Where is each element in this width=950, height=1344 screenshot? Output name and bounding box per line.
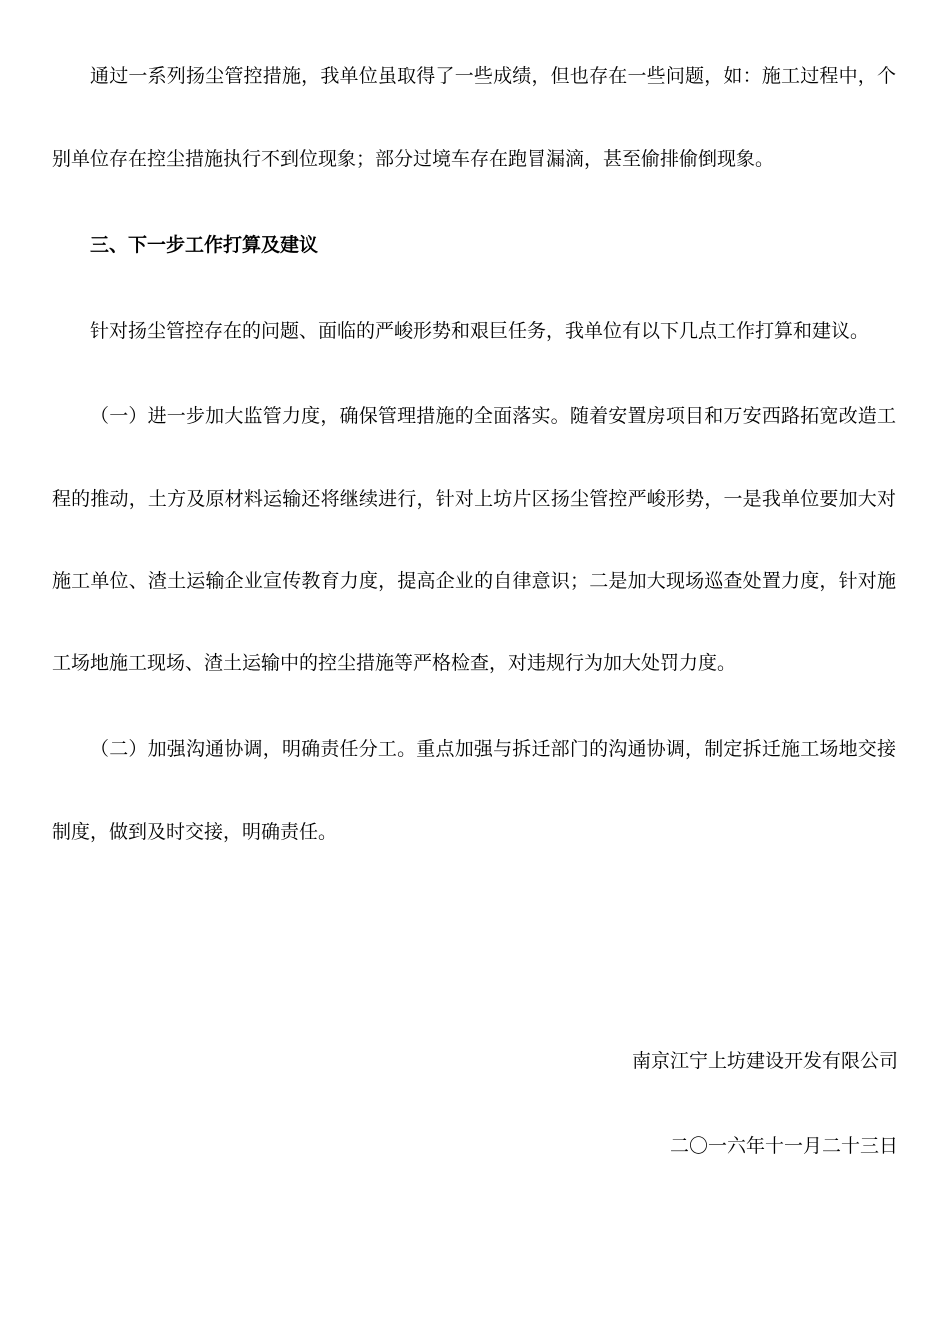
item-1-line-4: 工场地施工现场、渣土运输中的控尘措施等严格检查，对违规行为加大处罚力度。 [52,652,737,674]
signature-organization: 南京江宁上坊建设开发有限公司 [631,1050,898,1072]
item-1-line-2: 程的推动，土方及原材料运输还将继续进行，针对上坊片区扬尘管控严峻形势，一是我单位要加大对 [52,488,896,510]
paragraph-1-line-2: 别单位存在控尘措施执行不到位现象；部分过境车存在跑冒漏滴，甚至偷排偷倒现象。 [52,148,775,170]
item-1-line-1: （一）进一步加大监管力度，确保管理措施的全面落实。随着安置房项目和万安西路拓宽改造工 [90,405,896,427]
section-heading: 三、下一步工作打算及建议 [90,234,319,256]
signature-date: 二〇一六年十一月二十三日 [669,1135,898,1157]
paragraph-2-line-1: 针对扬尘管控存在的问题、面临的严峻形势和艰巨任务，我单位有以下几点工作打算和建议。 [90,320,870,342]
item-2-line-2: 制度，做到及时交接，明确责任。 [52,821,338,843]
item-2-line-1: （二）加强沟通协调，明确责任分工。重点加强与拆迁部门的沟通协调，制定拆迁施工场地交接 [90,738,896,760]
paragraph-1-line-1: 通过一系列扬尘管控措施，我单位虽取得了一些成绩，但也存在一些问题，如：施工过程中，个 [90,65,896,87]
item-1-line-3: 施工单位、渣土运输企业宣传教育力度，提高企业的自律意识；二是加大现场巡查处置力度，针对施 [52,570,896,592]
